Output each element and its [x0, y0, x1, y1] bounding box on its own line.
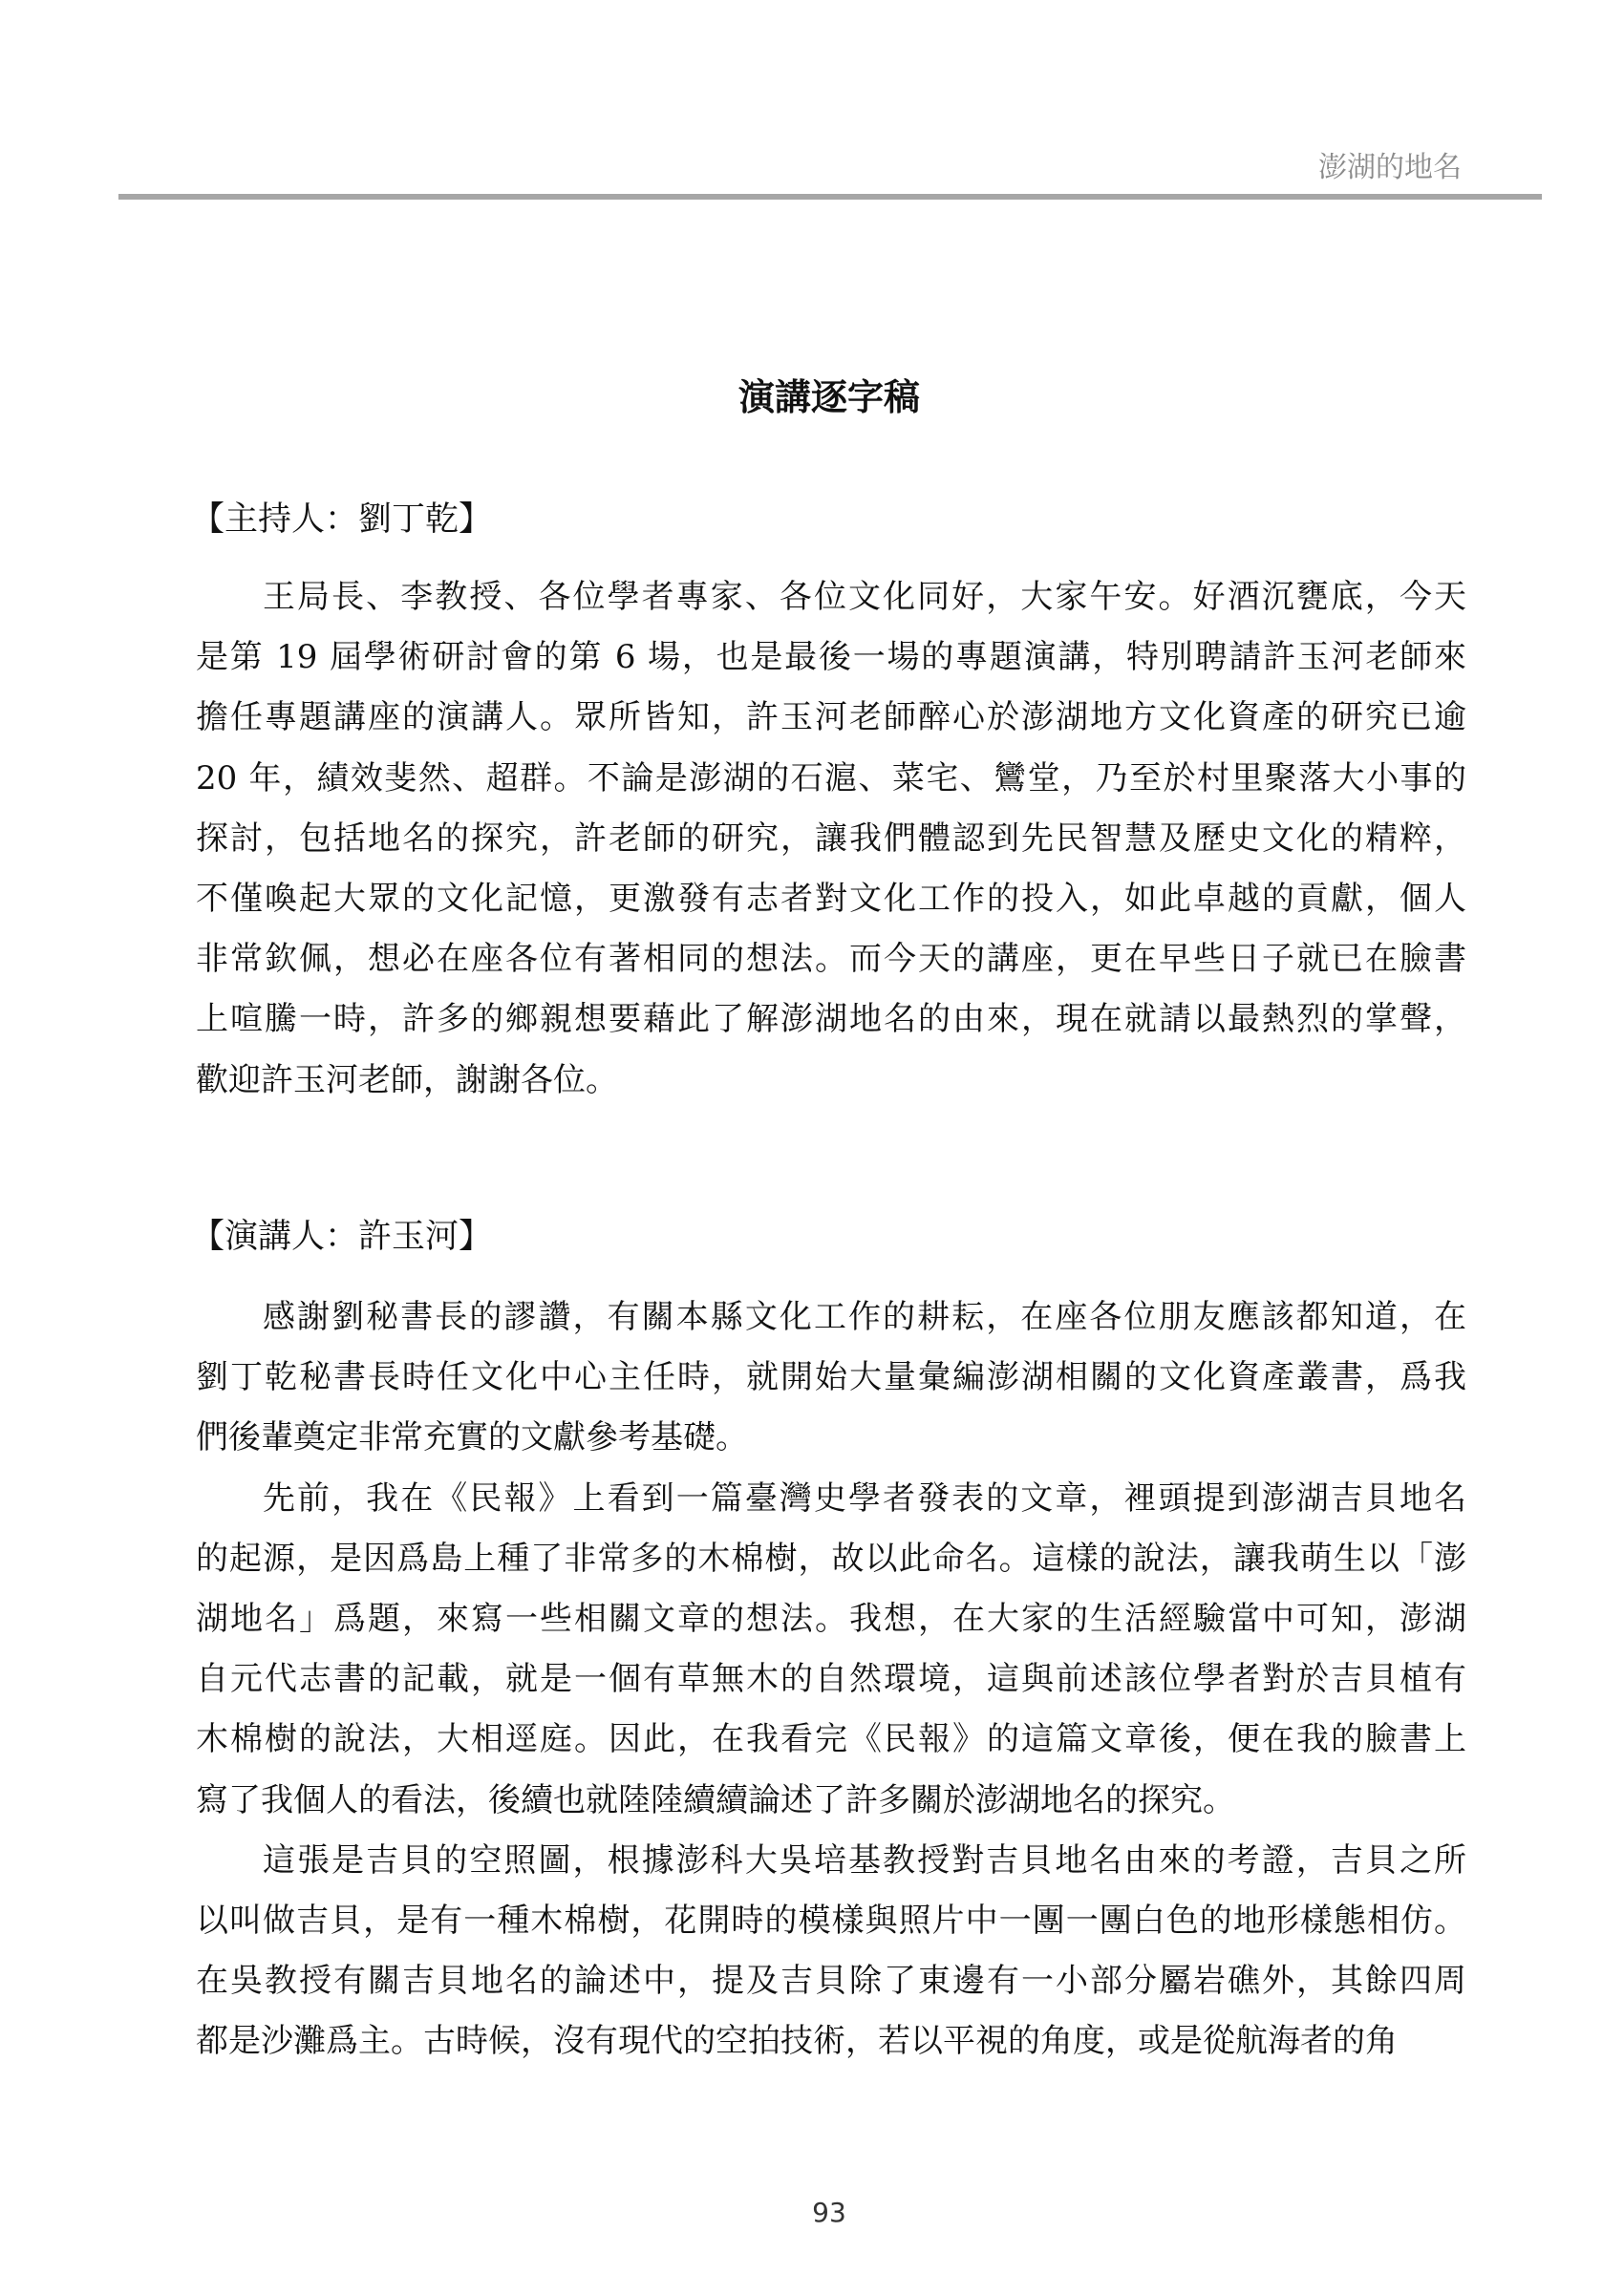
- text-line: 探討，包括地名的探究，許老師的研究，讓我們體認到先民智慧及歷史文化的精粹，: [196, 818, 1466, 858]
- text-line: 感謝劉秘書長的謬讚，有關本縣文化工作的耕耘，在座各位朋友應該都知道，在: [263, 1298, 1466, 1336]
- speaker-heading: 【演講人：許玉河】: [191, 1218, 493, 1256]
- speaker-remarks: [196, 1287, 1466, 2072]
- text-line: 寫了我個人的看法，後續也就陸陸續續論述了許多關於澎湖地名的探究。: [196, 1780, 1235, 1819]
- text-line: 擔任專題講座的演講人。眾所皆知，許玉河老師醉心於澎湖地方文化資產的研究已逾: [196, 698, 1466, 737]
- host-heading: 【主持人：劉丁乾】: [191, 500, 493, 539]
- text-line: 不僅喚起大眾的文化記憶，更激發有志者對文化工作的投入，如此卓越的貢獻，個人: [196, 879, 1466, 918]
- text-line: 非常欽佩，想必在座各位有著相同的想法。而今天的講座，更在早些日子就已在臉書: [196, 940, 1466, 979]
- paragraph: [196, 1469, 1466, 1831]
- paragraph: [196, 1287, 1466, 1469]
- text-line: 20 年，績效斐然、超群。不論是澎湖的石滬、菜宅、鸞堂，乃至於村里聚落大小事的: [196, 758, 1466, 797]
- paragraph: [196, 1831, 1466, 2073]
- page-number: 93: [812, 2197, 846, 2228]
- text-line: 上喧騰一時，許多的鄉親想要藉此了解澎湖地名的由來，現在就請以最熱烈的掌聲，: [196, 1000, 1466, 1039]
- text-line: 是第 19 屆學術研討會的第 6 場，也是最後一場的專題演講，特別聘請許玉河老師來: [196, 638, 1466, 677]
- text-line: 湖地名」爲題，來寫一些相關文章的想法。我想，在大家的生活經驗當中可知，澎湖: [196, 1599, 1466, 1638]
- running-head: 澎湖的地名: [1318, 151, 1462, 184]
- text-line: 這張是吉貝的空照圖，根據澎科大吳培基教授對吉貝地名由來的考證，吉貝之所: [263, 1840, 1466, 1880]
- header-rule: [118, 194, 1542, 200]
- paragraph: [196, 567, 1466, 1111]
- text-line: 歡迎許玉河老師，謝謝各位。: [196, 1060, 618, 1099]
- text-line: 都是沙灘爲主。古時候，沒有現代的空拍技術，若以平視的角度，或是從航海者的角: [196, 2022, 1398, 2061]
- text-line: 在吳教授有關吉貝地名的論述中，提及吉貝除了東邊有一小部分屬岩礁外，其餘四周: [196, 1962, 1466, 2001]
- text-line: 王局長、李教授、各位學者專家、各位文化同好，大家午安。好酒沉甕底，今天: [263, 578, 1466, 616]
- text-line: 木棉樹的說法，大相逕庭。因此，在我看完《民報》的這篇文章後，便在我的臉書上: [196, 1720, 1466, 1759]
- text-line: 以叫做吉貝，是有一種木棉樹，花開時的模樣與照片中一團一團白色的地形樣態相仿。: [196, 1901, 1466, 1940]
- text-line: 的起源，是因爲島上種了非常多的木棉樹，故以此命名。這樣的說法，讓我萌生以「澎: [196, 1539, 1466, 1578]
- text-line: 先前，我在《民報》上看到一篇臺灣史學者發表的文章，裡頭提到澎湖吉貝地名: [263, 1478, 1466, 1518]
- text-line: 們後輩奠定非常充實的文獻參考基礎。: [196, 1418, 748, 1457]
- page-title: 演講逐字稿: [737, 375, 920, 418]
- text-line: 劉丁乾秘書長時任文化中心主任時，就開始大量彙編澎湖相關的文化資產叢書，爲我: [196, 1358, 1466, 1397]
- text-line: 自元代志書的記載，就是一個有草無木的自然環境，這與前述該位學者對於吉貝植有: [196, 1660, 1466, 1699]
- host-remarks: [196, 567, 1466, 1111]
